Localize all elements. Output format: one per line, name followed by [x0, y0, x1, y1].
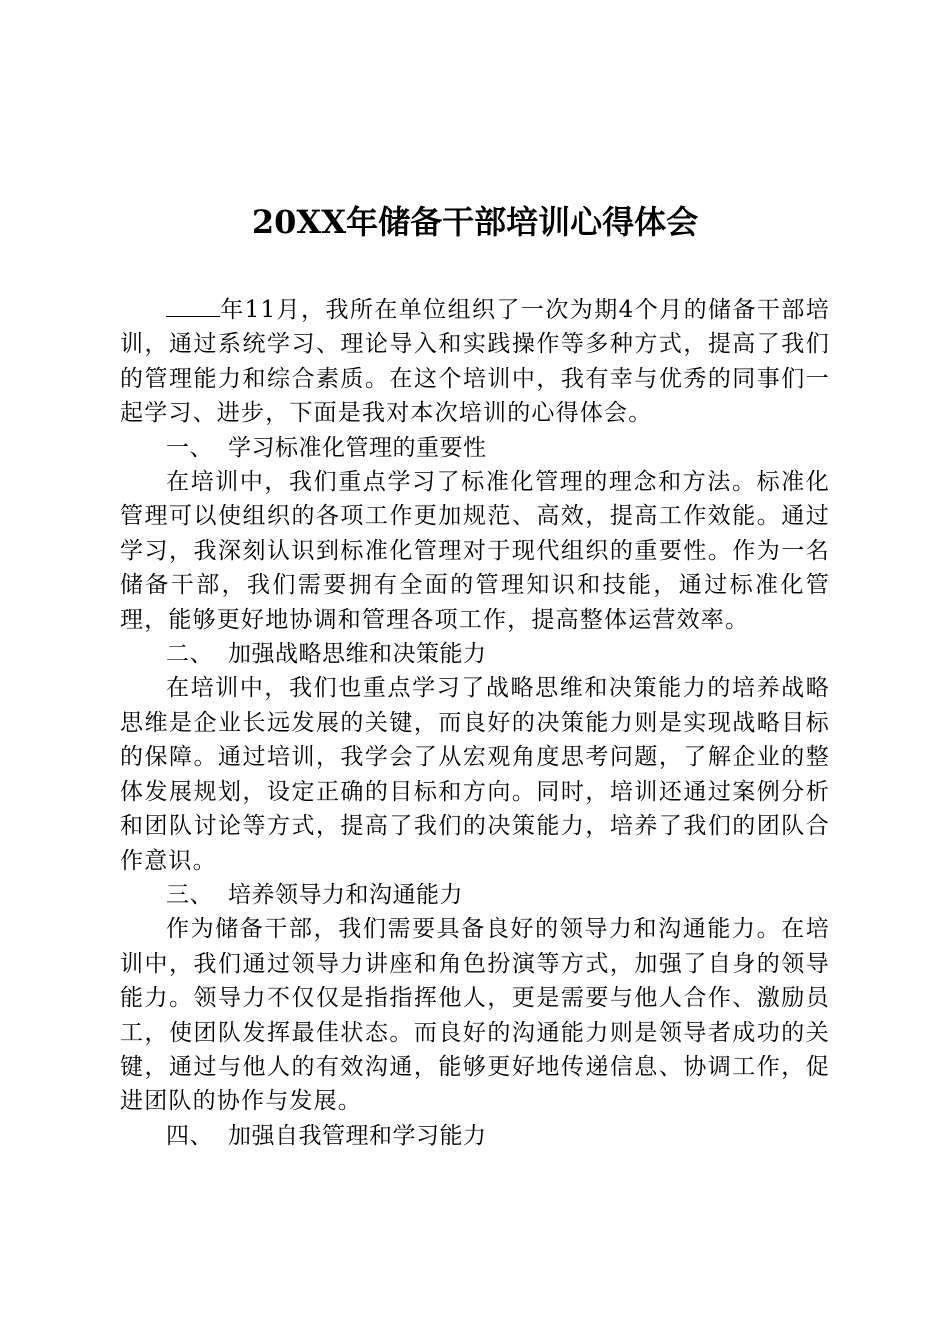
- section-heading-3: [120, 878, 830, 912]
- section-number: 四、: [166, 1122, 213, 1149]
- document-title: 20XX年储备干部培训心得体会: [251, 203, 699, 241]
- section-heading-4: [120, 1119, 830, 1153]
- section-title: 加强战略思维和决策能力: [228, 641, 487, 668]
- section-title: 培养领导力和沟通能力: [228, 881, 463, 908]
- section-number: 二、: [166, 641, 213, 668]
- section-heading-2: [120, 637, 830, 671]
- intro-text: 年11月，我所在单位组织了一次为期4个月的储备干部培训，通过系统学习、理论导入和实践操作等多种方式，提高了我们的管理能力和综合素质。在这个培训中，我有幸与优秀的同事们一起学习、进步，下面是我对本次培训的心得体会。: [120, 297, 830, 427]
- section-paragraph-1: 在培训中，我们重点学习了标准化管理的理念和方法。标准化管理可以使组织的各项工作更加规范、高效，提高工作效能。通过学习，我深刻认识到标准化管理对于现代组织的重要性。作为一名储备干部，我们需要拥有全面的管理知识和技能，通过标准化管理，能够更好地协调和管理各项工作，提高整体运营效率。: [120, 469, 830, 633]
- intro-paragraph: [120, 292, 830, 431]
- section-paragraph-2: 在培训中，我们也重点学习了战略思维和决策能力的培养战略思维是企业长远发展的关键，而良好的决策能力则是实现战略目标的保障。通过培训，我学会了从宏观角度思考问题，了解企业的整体发展规划，设定正确的目标和方向。同时，培训还通过案例分析和团队讨论等方式，提高了我们的决策能力，培养了我们的团队合作意识。: [120, 675, 830, 874]
- section-title: 加强自我管理和学习能力: [228, 1122, 487, 1149]
- section-title: 学习标准化管理的重要性: [228, 434, 487, 461]
- date-blank: [166, 292, 220, 317]
- section-number: 三、: [166, 881, 213, 908]
- section-number: 一、: [166, 434, 213, 461]
- section-paragraph-3: 作为储备干部，我们需要具备良好的领导力和沟通能力。在培训中，我们通过领导力讲座和角色扮演等方式，加强了自身的领导能力。领导力不仅仅是指指挥他人，更是需要与他人合作、激励员工，使团队发挥最佳状态。而良好的沟通能力则是领导者成功的关键，通过与他人的有效沟通，能够更好地传递信息、协调工作，促进团队的协作与发展。: [120, 916, 830, 1115]
- section-heading-1: [120, 431, 830, 465]
- document-body: [120, 292, 830, 1153]
